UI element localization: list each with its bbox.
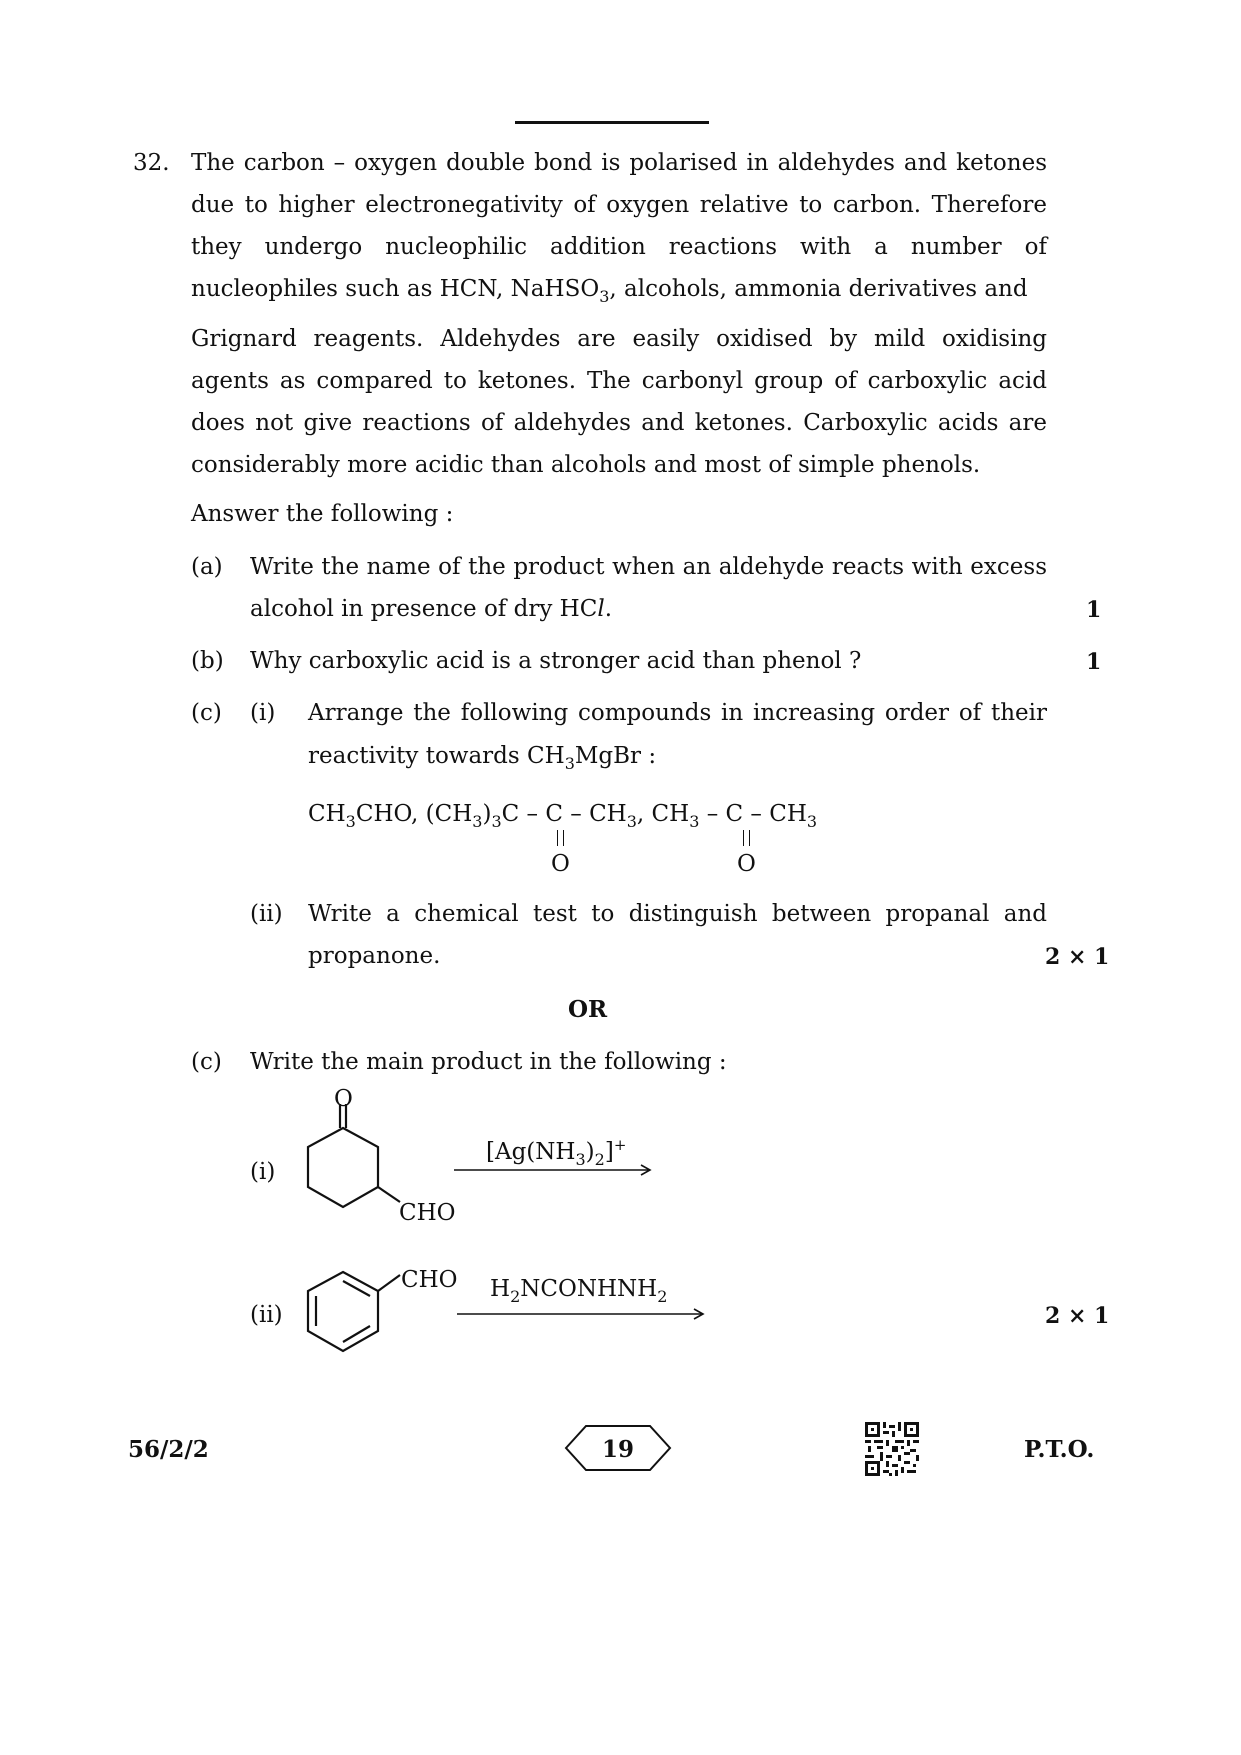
alt-c-marks: 2 × 1 [1045,1303,1110,1329]
part-c-ii-label: (ii) [250,901,283,927]
cmp-part1: CH [308,801,346,827]
part-a-line-2-end: . [604,596,612,622]
alt-c-text: Write the main product in the following : [250,1049,727,1075]
part-c-i-line-2a: reactivity towards CH [308,743,565,769]
question-number: 32. [133,150,170,176]
part-a-line-2-text: alcohol in presence of dry HC [250,596,598,622]
ag-reagent-a: [Ag(NH [486,1139,576,1165]
part-a-line-1: Write the name of the product when an aldehyde reacts with excess [250,554,1047,580]
part-c-ii-marks: 2 × 1 [1045,944,1110,970]
ketone-oxygen-label: O [334,1086,353,1112]
ag-reagent-sub2: 2 [594,1150,605,1169]
cmp-s4: 3 [626,812,637,831]
paper-code: 56/2/2 [128,1436,209,1463]
alt-ii-cho-label: CHO [401,1267,458,1293]
cho-bond-2 [378,1275,400,1291]
cmp-s5: 3 [689,812,700,831]
alt-c-i-label: (i) [250,1159,276,1185]
part-c-i-line-1: Arrange the following compounds in increasing order of their [308,700,1047,726]
passage-p1-sub: 3 [599,287,610,306]
alt-c-ii-label: (ii) [250,1302,283,1328]
part-b-marks: 1 [1086,649,1102,675]
part-b-label: (b) [191,648,224,674]
reaction-arrow-1 [452,1162,657,1178]
ag-reagent-sub1: 3 [575,1150,586,1169]
please-turn-over: P.T.O. [1024,1436,1095,1463]
benzene-ring [308,1272,378,1351]
cmp-part5: , CH [636,801,690,827]
semicarbazide-b: NCONHNH [520,1276,658,1302]
part-c-i-line-2-sub: 3 [564,754,575,773]
ag-reagent-sup: + [613,1136,627,1154]
cmp-s2: 3 [472,812,483,831]
cmp-s6: 3 [806,812,818,831]
benzaldehyde-structure [300,1260,410,1360]
answer-prompt: Answer the following : [191,501,454,527]
part-a-line-2 [250,588,612,630]
semicarbazide-sub2: 2 [657,1287,668,1306]
part-c-i-line-2 [308,735,656,785]
cmp-s1: 3 [345,812,356,831]
qr-code-icon [865,1422,919,1476]
part-c-i-label: (i) [250,700,276,726]
page-number: 19 [601,1436,634,1463]
passage-paragraph-1 [191,142,1047,318]
benzene-double-2 [343,1326,370,1342]
alt-i-cho-label: CHO [399,1200,456,1226]
ag-reagent-b: ) [585,1139,595,1165]
part-c-ii-line-2: propanone. [308,943,441,969]
cyclohexane-ring [308,1128,378,1207]
oxygen-1: O [551,851,570,877]
part-c-label: (c) [191,700,222,726]
top-rule [515,121,709,124]
part-a-italic-l: l [597,596,605,622]
semicarbazide-sub1: 2 [510,1287,521,1306]
or-separator: OR [568,996,608,1023]
oxygen-2: O [737,851,756,877]
ag-reagent-c: ] [604,1139,614,1165]
cmp-part3: ) [482,801,492,827]
part-c-ii-line-1: Write a chemical test to distinguish between propanal and [308,901,1047,927]
cmp-part2: CHO, (CH [355,801,473,827]
passage-p1-end: , alcohols, ammonia derivatives and [609,276,1028,302]
reaction-arrow-2 [455,1306,710,1322]
cmp-part4: C – C – CH [501,801,627,827]
cmp-part6: – C – CH [699,801,807,827]
cmp-s3: 3 [491,812,502,831]
part-a-marks: 1 [1086,597,1102,623]
passage-p1-text: The carbon – oxygen double bond is polarised in aldehydes and ketones due to higher electronegativity of oxygen relative to carbon. Therefore they undergo nucleophilic addition reactions with a number of nucleophiles such as HCN, NaHSO [191,150,1047,302]
part-a-label: (a) [191,554,223,580]
cyclohexanone-structure [300,1100,410,1230]
alt-c-label: (c) [191,1049,222,1075]
passage-paragraph-2: Grignard reagents. Aldehydes are easily oxidised by mild oxidising agents as compared to ketones. The carbonyl group of carboxylic acid does not give reactions of aldehydes and ketones. Carboxylic acids are considerably more acidic than alcohols and most of simple phenols. [191,326,1047,478]
semicarbazide-a: H [490,1276,511,1302]
part-b-text: Why carboxylic acid is a stronger acid than phenol ? [250,648,862,674]
part-c-i-line-2b: MgBr : [574,743,657,769]
cho-bond [378,1187,400,1202]
